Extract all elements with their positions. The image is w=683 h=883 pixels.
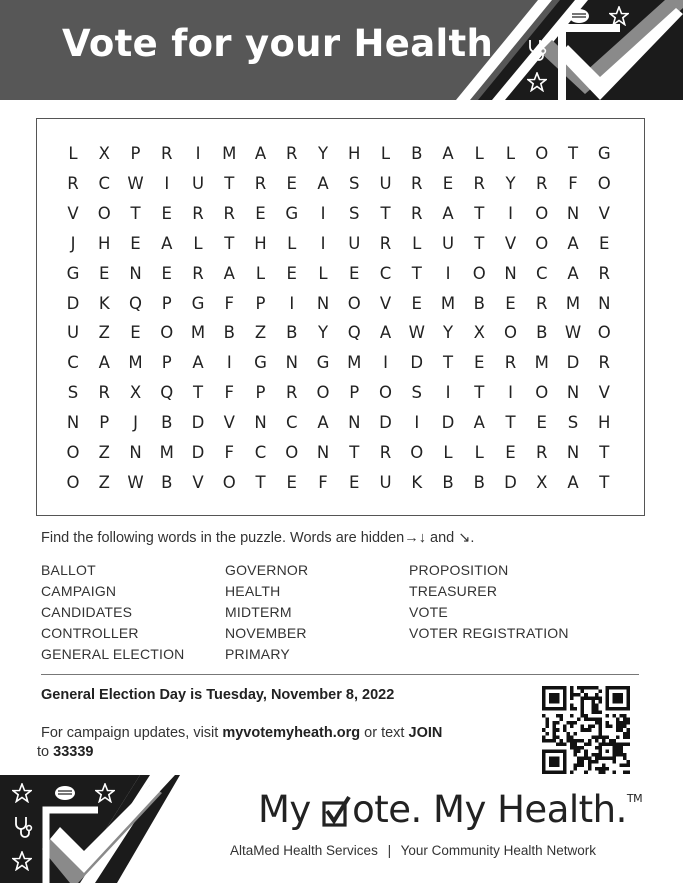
text-keyword: JOIN xyxy=(408,725,443,741)
text-number: 33339 xyxy=(53,744,94,760)
grid-letter[interactable]: I xyxy=(320,203,326,223)
grid-letter[interactable]: U xyxy=(441,233,455,253)
word-item: CANDIDATES xyxy=(41,604,133,620)
qr-code[interactable] xyxy=(542,686,630,774)
grid-letter[interactable]: V xyxy=(192,472,204,492)
grid-letter[interactable]: N xyxy=(129,443,142,462)
grid-letter[interactable]: U xyxy=(379,173,392,193)
grid-letter[interactable]: V xyxy=(598,383,610,403)
grid-letter[interactable]: P xyxy=(255,383,266,403)
grid-letter[interactable]: U xyxy=(191,173,205,193)
grid-row xyxy=(37,348,644,378)
word-item: MIDTERM xyxy=(225,604,292,620)
grid-letter[interactable]: A xyxy=(254,144,267,163)
updates-to: to xyxy=(37,744,54,760)
grid-letter[interactable]: T xyxy=(349,443,360,462)
grid-letter[interactable]: I xyxy=(383,353,388,373)
grid-letter[interactable]: R xyxy=(536,293,548,313)
grid-letter[interactable]: M xyxy=(534,353,549,373)
grid-letter[interactable]: D xyxy=(379,413,392,433)
grid-letter[interactable]: M xyxy=(159,443,174,462)
grid-letter[interactable]: E xyxy=(536,413,547,433)
grid-letter[interactable]: P xyxy=(130,144,141,163)
grid-row xyxy=(37,408,644,438)
grid-letter[interactable]: N xyxy=(598,293,611,313)
grid-letter[interactable]: A xyxy=(192,353,204,373)
grid-row xyxy=(37,259,644,289)
word-item: PRIMARY xyxy=(225,646,290,662)
grid-letter[interactable]: U xyxy=(348,233,361,253)
grid-letter[interactable]: S xyxy=(67,383,79,403)
grid-letter[interactable]: A xyxy=(379,323,392,343)
grid-letter[interactable]: O xyxy=(535,203,549,223)
face-mask-icon xyxy=(566,8,592,24)
word-item: VOTER REGISTRATION xyxy=(409,625,569,641)
grid-letter[interactable]: P xyxy=(161,353,172,373)
grid-letter[interactable]: M xyxy=(565,293,581,313)
grid-letter[interactable]: O xyxy=(597,173,611,193)
grid-letter[interactable]: N xyxy=(316,293,330,313)
grid-letter[interactable]: D xyxy=(191,413,205,433)
grid-letter[interactable]: F xyxy=(568,173,578,193)
grid-letter[interactable]: R xyxy=(598,263,610,283)
grid-letter[interactable]: T xyxy=(474,383,485,403)
grid-letter[interactable]: Y xyxy=(505,173,516,193)
grid-letter[interactable]: V xyxy=(67,203,79,223)
grid-letter[interactable]: O xyxy=(285,443,299,462)
grid-letter[interactable]: E xyxy=(442,173,454,193)
grid-letter[interactable]: Z xyxy=(98,443,110,462)
grid-letter[interactable]: P xyxy=(99,413,110,433)
grid-row xyxy=(37,468,644,498)
grid-letter[interactable]: R xyxy=(536,443,548,462)
grid-letter[interactable]: D xyxy=(566,353,580,373)
grid-letter[interactable]: R xyxy=(67,173,79,193)
grid-letter[interactable]: X xyxy=(473,323,485,343)
grid-letter[interactable]: R xyxy=(161,144,173,163)
grid-letter[interactable]: H xyxy=(348,144,361,163)
grid-letter[interactable]: I xyxy=(445,383,451,403)
grid-letter[interactable]: L xyxy=(474,144,484,163)
grid-letter[interactable]: U xyxy=(379,472,392,492)
grid-letter[interactable]: N xyxy=(566,203,580,223)
trademark: TM xyxy=(626,792,643,805)
grid-letter[interactable]: I xyxy=(445,263,451,283)
grid-letter[interactable]: L xyxy=(474,443,484,462)
grid-letter[interactable]: B xyxy=(411,144,423,163)
grid-letter[interactable]: I xyxy=(508,203,513,223)
word-list-column-1 xyxy=(41,560,185,665)
grid-letter[interactable]: O xyxy=(597,323,611,343)
stethoscope-icon xyxy=(12,815,34,839)
website-link[interactable]: myvotemyheath.org xyxy=(222,725,361,741)
word-item: PROPOSITION xyxy=(409,562,509,578)
grid-letter[interactable]: D xyxy=(66,293,80,313)
grid-letter[interactable]: F xyxy=(318,472,328,492)
grid-letter[interactable]: Q xyxy=(347,323,361,343)
grid-letter[interactable]: Y xyxy=(317,144,329,163)
grid-letter[interactable]: S xyxy=(349,173,360,193)
star-icon xyxy=(609,6,629,26)
grid-letter[interactable]: W xyxy=(408,323,425,343)
word-item: BALLOT xyxy=(41,562,96,578)
grid-letter[interactable]: X xyxy=(98,144,110,163)
grid-letter[interactable]: A xyxy=(473,413,485,433)
grid-letter[interactable]: C xyxy=(67,353,79,373)
grid-row xyxy=(37,229,644,259)
star-icon xyxy=(95,783,115,803)
grid-letter[interactable]: D xyxy=(410,353,424,373)
grid-letter[interactable]: Z xyxy=(98,323,110,343)
grid-letter[interactable]: O xyxy=(316,383,330,403)
grid-letter[interactable]: E xyxy=(99,263,110,283)
grid-letter[interactable]: D xyxy=(191,443,205,462)
grid-letter[interactable]: T xyxy=(255,472,266,492)
grid-letter[interactable]: O xyxy=(66,443,80,462)
grid-letter[interactable]: R xyxy=(286,383,298,403)
grid-letter[interactable]: T xyxy=(442,353,454,373)
updates-middle: or text xyxy=(360,725,409,741)
grid-letter[interactable]: N xyxy=(566,443,580,462)
grid-letter[interactable]: E xyxy=(474,353,485,373)
grid-row xyxy=(37,169,644,199)
grid-letter[interactable]: E xyxy=(411,293,422,313)
grid-letter[interactable]: O xyxy=(379,383,392,403)
grid-letter[interactable]: O xyxy=(160,323,174,343)
grid-letter[interactable]: B xyxy=(536,323,548,343)
grid-letter[interactable]: I xyxy=(289,293,295,313)
grid-letter[interactable]: E xyxy=(505,443,516,462)
grid-letter[interactable]: J xyxy=(70,233,76,253)
grid-letter[interactable]: O xyxy=(504,323,517,343)
star-icon xyxy=(12,851,32,871)
grid-letter[interactable]: H xyxy=(98,233,111,253)
grid-letter[interactable]: O xyxy=(535,383,549,403)
grid-letter[interactable]: X xyxy=(536,472,548,492)
grid-letter[interactable]: P xyxy=(349,383,360,403)
grid-letter[interactable]: M xyxy=(190,323,206,343)
grid-letter[interactable]: D xyxy=(504,472,517,492)
grid-letter[interactable]: V xyxy=(379,293,392,313)
grid-letter[interactable]: I xyxy=(164,173,170,193)
grid-letter[interactable]: R xyxy=(192,263,204,283)
brand-part-2: ote. My Health. xyxy=(352,788,627,831)
grid-letter[interactable]: W xyxy=(564,323,582,343)
star-icon xyxy=(527,72,547,92)
grid-letter[interactable]: T xyxy=(567,144,579,163)
word-item: NOVEMBER xyxy=(225,625,307,641)
grid-letter[interactable]: N xyxy=(348,413,361,433)
instructions: Find the following words in the puzzle. Words are hidden→↓ and ↘. xyxy=(41,530,475,546)
grid-letter[interactable]: R xyxy=(192,203,204,223)
grid-letter[interactable]: T xyxy=(130,203,141,223)
grid-letter[interactable]: F xyxy=(224,293,234,313)
grid-letter[interactable]: L xyxy=(380,144,391,163)
grid-letter[interactable]: G xyxy=(66,263,80,283)
grid-letter[interactable]: V xyxy=(598,203,610,223)
grid-letter[interactable]: K xyxy=(98,293,110,313)
grid-letter[interactable]: N xyxy=(66,413,80,433)
grid-letter[interactable]: A xyxy=(98,353,110,373)
grid-letter[interactable]: M xyxy=(222,144,237,163)
grid-letter[interactable]: E xyxy=(255,203,266,223)
grid-letter[interactable]: Q xyxy=(160,383,174,403)
election-day-notice: General Election Day is Tuesday, November 8, 2022 xyxy=(41,687,395,703)
grid-letter[interactable]: P xyxy=(161,293,172,313)
word-item: CAMPAIGN xyxy=(41,583,117,599)
grid-letter[interactable]: D xyxy=(441,413,455,433)
grid-letter[interactable]: I xyxy=(320,233,326,253)
grid-letter[interactable]: N xyxy=(566,383,580,403)
grid-letter[interactable]: A xyxy=(567,263,579,283)
page-title: Vote for your Health xyxy=(62,22,494,65)
grid-letter[interactable]: G xyxy=(254,353,267,373)
grid-letter[interactable]: O xyxy=(535,144,549,163)
word-list-column-3 xyxy=(409,560,569,644)
word-item: VOTE xyxy=(409,604,448,620)
grid-letter[interactable]: R xyxy=(98,383,110,403)
grid-letter[interactable]: E xyxy=(505,293,516,313)
grid-letter[interactable]: R xyxy=(223,203,235,223)
grid-letter[interactable]: O xyxy=(97,203,111,223)
grid-letter[interactable]: E xyxy=(599,233,610,253)
grid-letter[interactable]: A xyxy=(223,263,235,283)
word-item: TREASURER xyxy=(409,583,498,599)
brand-logo xyxy=(258,788,642,831)
updates-prefix: For campaign updates, visit xyxy=(41,725,223,741)
grid-letter[interactable]: R xyxy=(598,353,610,373)
grid-letter[interactable]: L xyxy=(193,233,203,253)
grid-letter[interactable]: L xyxy=(318,263,328,283)
grid-letter[interactable]: Y xyxy=(317,323,329,343)
grid-letter[interactable]: O xyxy=(222,472,236,492)
grid-row xyxy=(37,289,644,319)
grid-letter[interactable]: T xyxy=(224,233,235,253)
grid-letter[interactable]: V xyxy=(223,413,235,433)
checkbox-v-icon xyxy=(322,795,352,827)
network-name: Your Community Health Network xyxy=(400,843,596,858)
grid-letter[interactable]: A xyxy=(567,233,579,253)
grid-letter[interactable]: E xyxy=(130,233,141,253)
grid-letter[interactable]: L xyxy=(68,144,78,163)
grid-letter[interactable]: R xyxy=(473,173,485,193)
grid-letter[interactable]: M xyxy=(347,353,362,373)
grid-letter[interactable]: B xyxy=(161,472,173,492)
grid-letter[interactable]: E xyxy=(349,263,360,283)
grid-letter[interactable]: G xyxy=(316,353,330,373)
grid-letter[interactable]: I xyxy=(414,413,420,433)
face-mask-icon xyxy=(52,785,78,801)
grid-letter[interactable]: B xyxy=(473,293,485,313)
word-item: CONTROLLER xyxy=(41,625,139,641)
grid-letter[interactable]: S xyxy=(411,383,422,403)
grid-letter[interactable]: C xyxy=(98,173,111,193)
grid-letter[interactable]: C xyxy=(379,263,392,283)
grid-letter[interactable]: I xyxy=(226,353,232,373)
grid-letter[interactable]: P xyxy=(255,293,266,313)
grid-letter[interactable]: A xyxy=(317,413,329,433)
grid-letter[interactable]: E xyxy=(130,323,141,343)
grid-letter[interactable]: B xyxy=(161,413,173,433)
grid-letter[interactable]: R xyxy=(536,173,548,193)
org-name: AltaMed Health Services xyxy=(230,843,378,858)
stethoscope-icon xyxy=(526,38,548,62)
grid-row xyxy=(37,199,644,229)
grid-letter[interactable]: Y xyxy=(442,323,454,343)
grid-letter[interactable]: M xyxy=(440,293,456,313)
grid-letter[interactable]: M xyxy=(128,353,143,373)
grid-letter[interactable]: T xyxy=(192,383,204,403)
grid-letter[interactable]: V xyxy=(504,233,517,253)
grid-letter[interactable]: C xyxy=(535,263,548,283)
word-item: GOVERNOR xyxy=(225,562,309,578)
grid-letter[interactable]: R xyxy=(286,144,298,163)
grid-letter[interactable]: B xyxy=(286,323,298,343)
word-item: GENERAL ELECTION xyxy=(41,646,185,662)
grid-letter[interactable]: N xyxy=(316,443,330,462)
grid-letter[interactable]: N xyxy=(254,413,267,433)
grid-letter[interactable]: R xyxy=(411,203,423,223)
brand-part-1: My xyxy=(258,788,323,831)
grid-letter[interactable]: R xyxy=(411,173,423,193)
word-search-grid xyxy=(36,118,645,516)
grid-letter[interactable]: W xyxy=(127,173,144,193)
campaign-updates xyxy=(37,724,521,762)
grid-letter[interactable]: F xyxy=(224,443,234,462)
grid-letter[interactable]: G xyxy=(597,144,611,163)
grid-letter[interactable]: E xyxy=(286,173,297,193)
grid-letter[interactable]: I xyxy=(195,144,201,163)
grid-letter[interactable]: L xyxy=(505,144,516,163)
grid-letter[interactable]: E xyxy=(286,472,297,492)
grid-letter[interactable]: G xyxy=(191,293,205,313)
grid-letter[interactable]: E xyxy=(286,263,297,283)
divider xyxy=(41,674,639,675)
grid-letter[interactable]: O xyxy=(66,472,80,492)
grid-letter[interactable]: T xyxy=(411,263,422,283)
grid-letter[interactable]: O xyxy=(472,263,486,283)
grid-letter[interactable]: R xyxy=(254,173,267,193)
grid-letter[interactable]: L xyxy=(255,263,266,283)
grid-letter[interactable]: F xyxy=(224,383,234,403)
grid-letter[interactable]: E xyxy=(349,472,360,492)
grid-letter[interactable]: S xyxy=(567,413,579,433)
grid-letter[interactable]: L xyxy=(287,233,297,253)
grid-letter[interactable]: O xyxy=(347,293,361,313)
grid-letter[interactable]: S xyxy=(349,203,360,223)
grid-letter[interactable]: K xyxy=(411,472,423,492)
grid-letter[interactable]: A xyxy=(442,144,454,163)
grid-row xyxy=(37,318,644,348)
grid-letter[interactable]: N xyxy=(129,263,142,283)
grid-letter[interactable]: B xyxy=(442,472,454,492)
star-icon xyxy=(12,783,32,803)
grid-letter[interactable]: T xyxy=(474,233,485,253)
grid-letter[interactable]: L xyxy=(443,443,453,462)
grid-letter[interactable]: J xyxy=(133,413,138,433)
footer-decoration xyxy=(0,775,195,883)
grid-letter[interactable]: O xyxy=(535,233,549,253)
grid-row xyxy=(37,378,644,408)
tagline-separator: | xyxy=(387,843,392,858)
grid-letter[interactable]: R xyxy=(504,353,517,373)
grid-letter[interactable]: T xyxy=(599,443,610,462)
grid-row xyxy=(37,438,644,468)
grid-letter[interactable]: B xyxy=(473,472,485,492)
grid-letter[interactable]: T xyxy=(505,413,516,433)
grid-letter[interactable]: R xyxy=(379,233,392,253)
grid-letter[interactable]: E xyxy=(161,203,172,223)
grid-letter[interactable]: A xyxy=(442,203,454,223)
grid-letter[interactable]: A xyxy=(567,472,579,492)
grid-letter[interactable]: N xyxy=(504,263,517,283)
grid-letter[interactable]: Q xyxy=(129,293,142,313)
brand-tagline xyxy=(230,843,596,858)
grid-letter[interactable]: R xyxy=(379,443,392,462)
grid-letter[interactable]: I xyxy=(508,383,513,403)
header-banner xyxy=(0,0,683,100)
grid-letter[interactable]: T xyxy=(474,203,485,223)
grid-letter[interactable]: N xyxy=(285,353,298,373)
grid-letter[interactable]: H xyxy=(598,413,611,433)
grid-letter[interactable]: O xyxy=(410,443,424,462)
grid-letter[interactable]: T xyxy=(380,203,391,223)
grid-letter[interactable]: X xyxy=(129,383,142,403)
grid-letter[interactable]: A xyxy=(161,233,173,253)
grid-letter[interactable]: W xyxy=(127,472,144,492)
grid-letter[interactable]: Z xyxy=(98,472,110,492)
grid-letter[interactable]: H xyxy=(254,233,267,253)
word-item: HEALTH xyxy=(225,583,281,599)
word-list-column-2 xyxy=(225,560,308,665)
grid-letter[interactable]: A xyxy=(317,173,329,193)
grid-letter[interactable]: U xyxy=(66,323,80,343)
grid-letter[interactable]: E xyxy=(161,263,172,283)
grid-letter[interactable]: C xyxy=(285,413,298,433)
grid-letter[interactable]: B xyxy=(223,323,235,343)
grid-letter[interactable]: G xyxy=(285,203,299,223)
grid-letter[interactable]: L xyxy=(412,233,422,253)
grid-letter[interactable]: Z xyxy=(254,323,267,343)
grid-row xyxy=(37,139,644,169)
grid-letter[interactable]: C xyxy=(254,443,267,462)
grid-letter[interactable]: T xyxy=(224,173,235,193)
grid-letter[interactable]: T xyxy=(599,472,610,492)
